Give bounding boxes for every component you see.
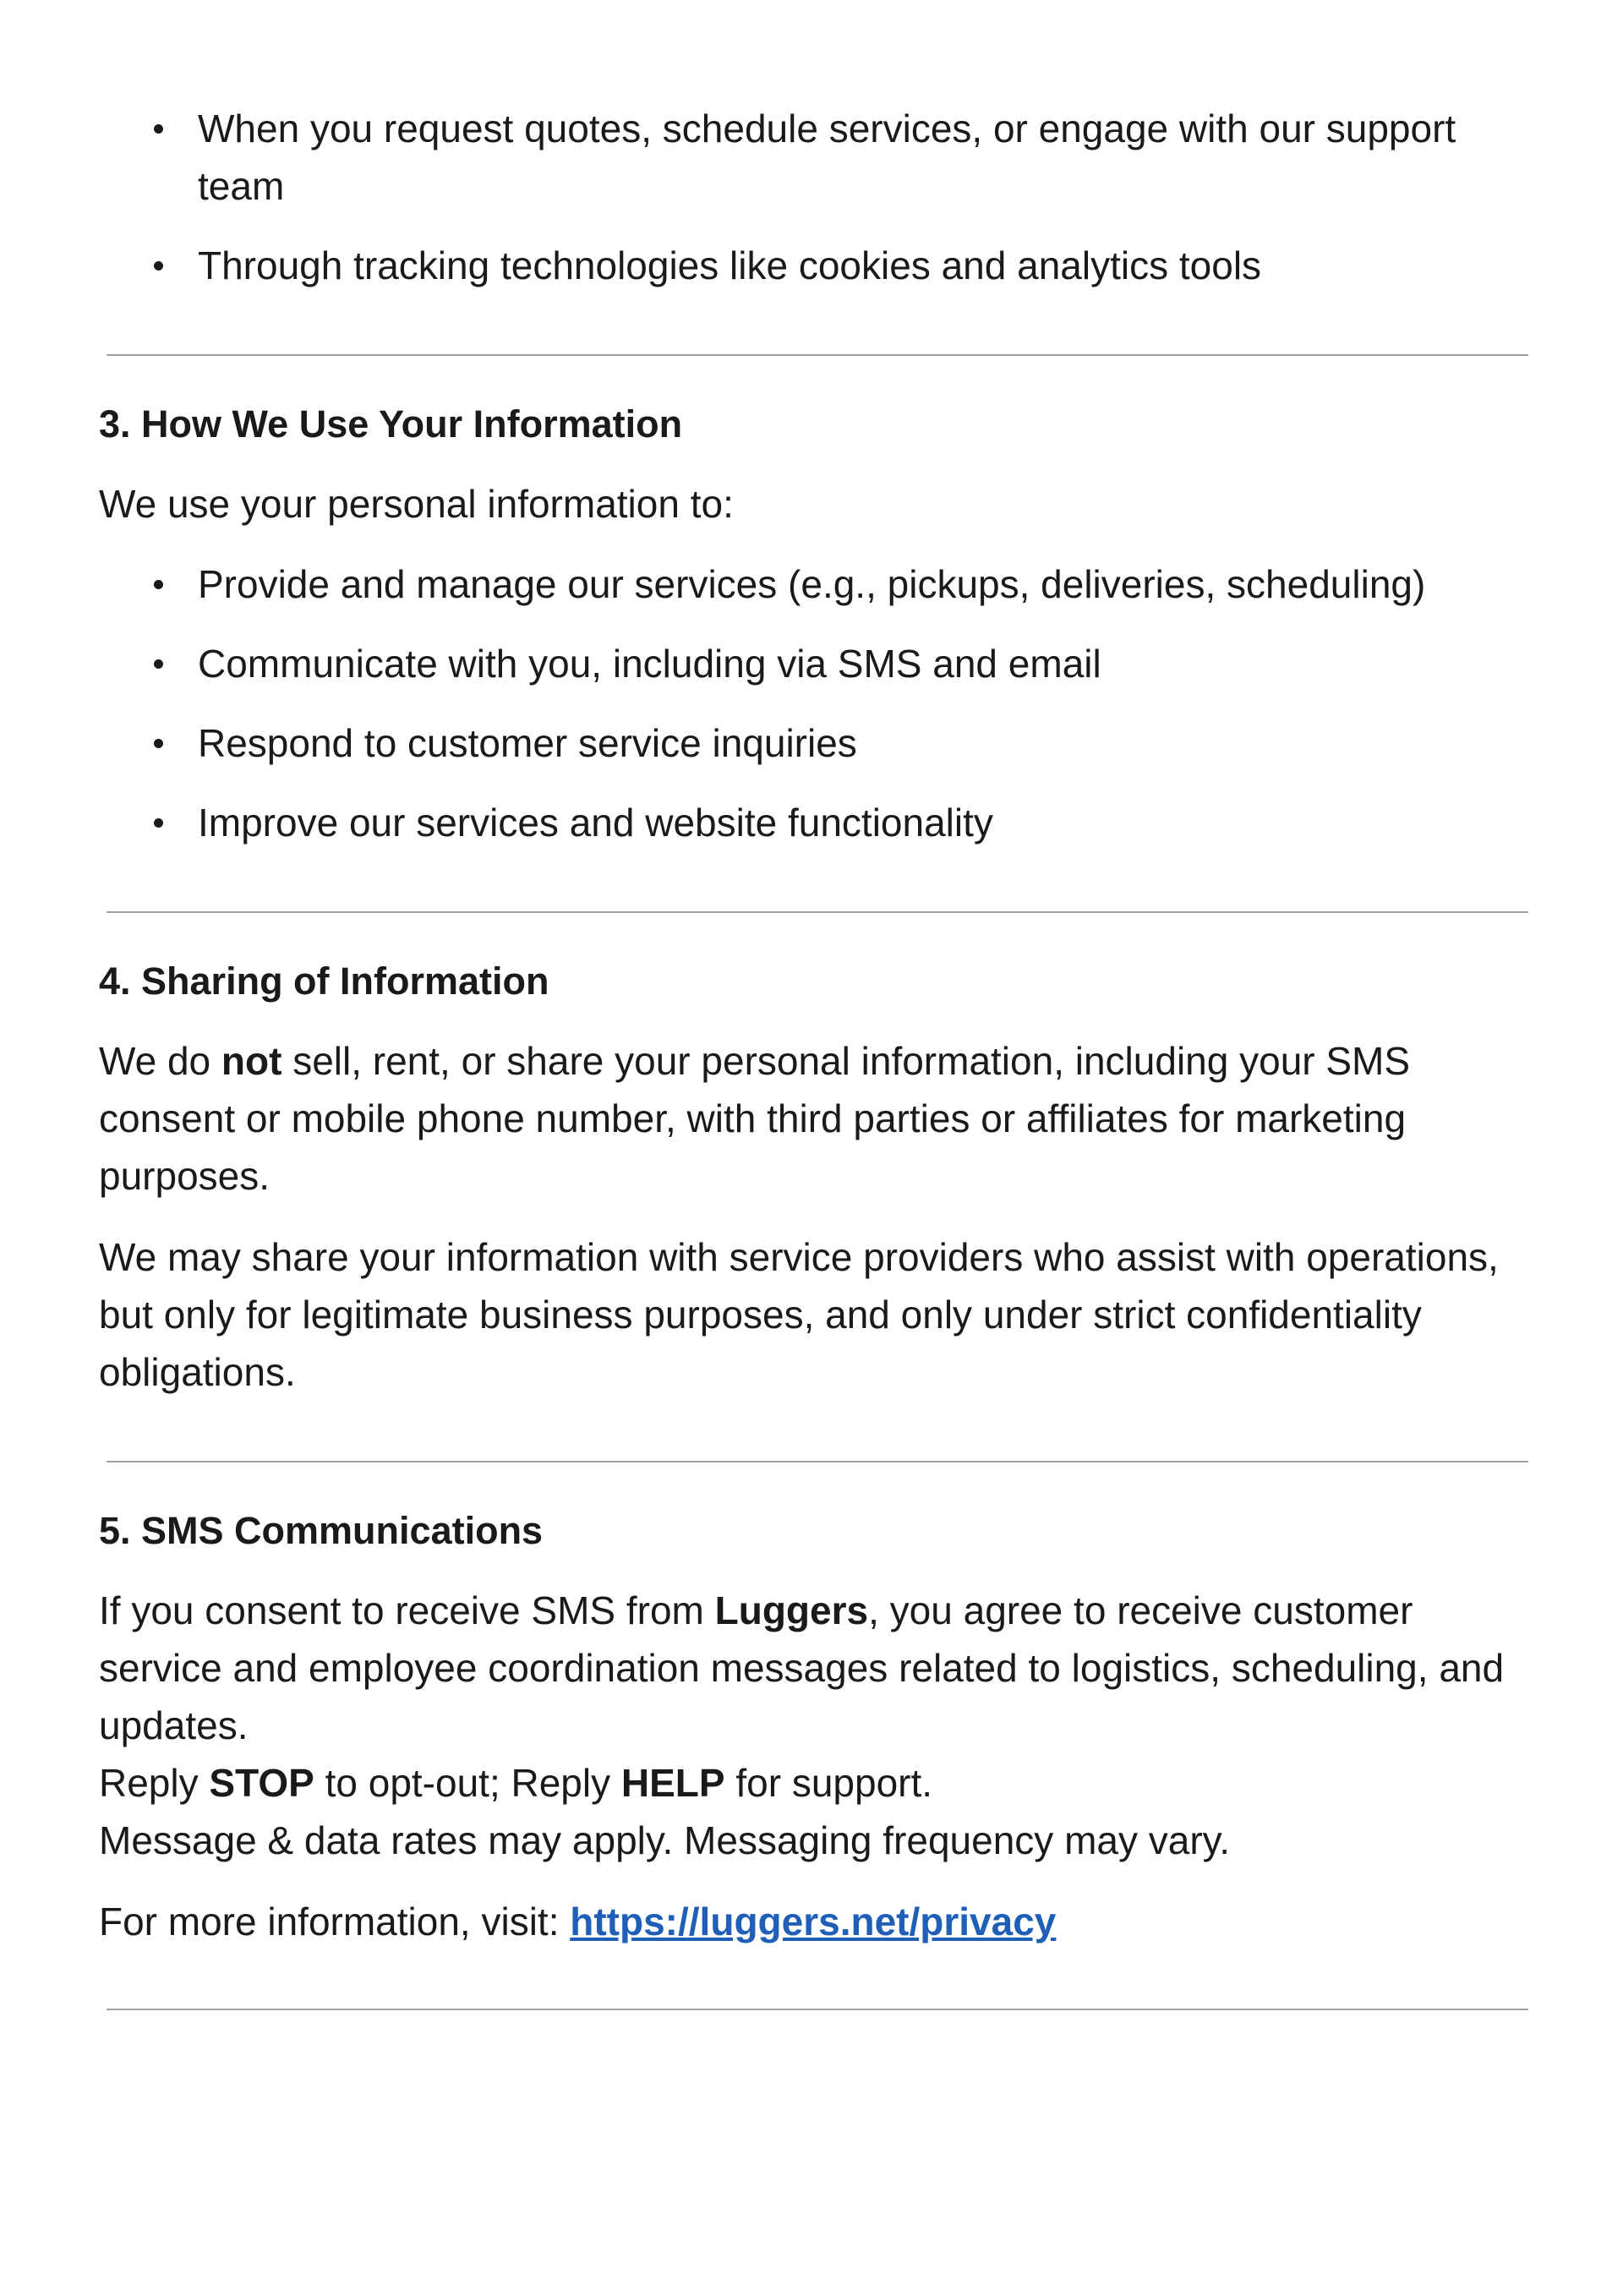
sms-paragraph: [99, 1582, 1536, 1869]
list-item: When you request quotes, schedule services, or engage with our support team: [198, 100, 1533, 215]
section-5-heading: 5. SMS Communications: [99, 1509, 544, 1552]
list-item: Provide and manage our services (e.g., pickups, deliveries, scheduling): [198, 555, 1533, 613]
privacy-link[interactable]: https://luggers.net/privacy: [570, 1900, 1057, 1943]
list-item: Respond to customer service inquiries: [198, 714, 1533, 772]
section-divider: [107, 2009, 1528, 2010]
list-item: Through tracking technologies like cookies and analytics tools: [198, 237, 1533, 294]
sms-rates-text: Message & data rates may apply. Messaging frequency may vary.: [99, 1818, 1231, 1862]
section-3-intro: We use your personal information to:: [99, 482, 734, 526]
more-info-text: For more information, visit: https://luggers.net/privacy: [99, 1900, 1057, 1943]
sms-reply-text: Reply STOP to opt-out; Reply HELP for support.: [99, 1761, 933, 1805]
section-3-heading: 3. How We Use Your Information: [99, 402, 683, 446]
list-item: Communicate with you, including via SMS and email: [198, 635, 1533, 692]
list-item: Improve our services and website functionality: [198, 794, 1533, 851]
section-divider: [107, 911, 1528, 913]
sms-consent-text: If you consent to receive SMS from Luggers, you agree to receive customer service and employee coordination messages related to logistics, scheduling, and updates.: [99, 1588, 1505, 1747]
section-4-heading: 4. Sharing of Information: [99, 959, 549, 1003]
section-divider: [107, 354, 1528, 356]
sharing-paragraph-1: We do not sell, rent, or share your personal information, including your SMS consent or mobile phone number, with third parties or affiliates for marketing purposes.: [99, 1039, 1411, 1198]
sharing-paragraph-2: We may share your information with service providers who assist with operations, but only for legitimate business purposes, and only under strict confidentiality obligations.: [99, 1235, 1499, 1394]
section-divider: [107, 1461, 1528, 1462]
